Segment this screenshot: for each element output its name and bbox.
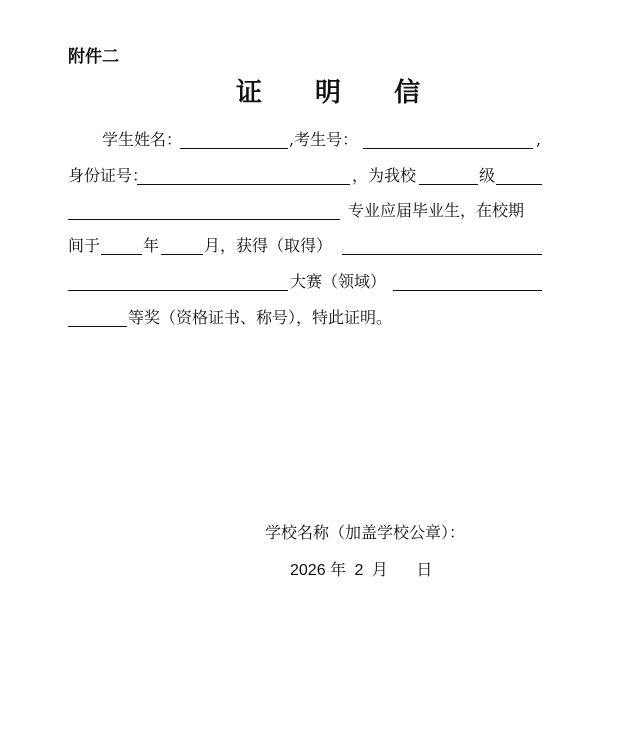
prize-text: 等奖（资格证书、称号），特此证明。 (128, 308, 393, 327)
page-title: 证 明 信 (236, 78, 443, 108)
date-day-unit: 日 (416, 560, 433, 579)
date-year: 2026 (290, 562, 326, 579)
line-prize (0, 308, 618, 328)
line-id-number (0, 166, 618, 186)
contest-text: 大赛（领域） (290, 272, 387, 291)
major-text: 专业应届毕业生，在校期 (348, 201, 525, 220)
student-name-blank (180, 148, 288, 149)
during-text: 间于 (68, 236, 101, 255)
month-text: 月，获得（取得） (204, 236, 333, 255)
line-student-name (0, 130, 618, 150)
exam-number-blank (363, 148, 533, 149)
year-blank (101, 254, 142, 255)
grade-blank (419, 184, 478, 185)
prize-blank (68, 326, 127, 327)
date-line (290, 560, 432, 581)
attachment-label: 附件二 (68, 47, 119, 67)
line-period (0, 236, 618, 256)
major-blank-start (496, 184, 542, 185)
field-blank (393, 290, 542, 291)
line-major (0, 201, 618, 221)
id-number-blank (137, 184, 350, 185)
date-month-unit: 月 (371, 560, 388, 579)
comma: , (536, 130, 542, 149)
student-name-label: 学生姓名： (102, 130, 183, 149)
exam-number-label: ,考生号： (289, 130, 359, 149)
contest-blank (68, 290, 288, 291)
line-contest (0, 272, 618, 292)
year-text: 年 (143, 236, 160, 255)
date-month: 2 (354, 562, 364, 579)
date-year-unit: 年 (330, 560, 347, 579)
major-blank (68, 219, 340, 220)
grade-text: 级 (479, 166, 496, 185)
id-number-label: 身份证号： (68, 166, 149, 185)
school-text: ，为我校 (352, 166, 417, 185)
school-name-label: 学校名称（加盖学校公章）： (265, 523, 466, 542)
award-blank (342, 254, 542, 255)
month-blank (161, 254, 203, 255)
